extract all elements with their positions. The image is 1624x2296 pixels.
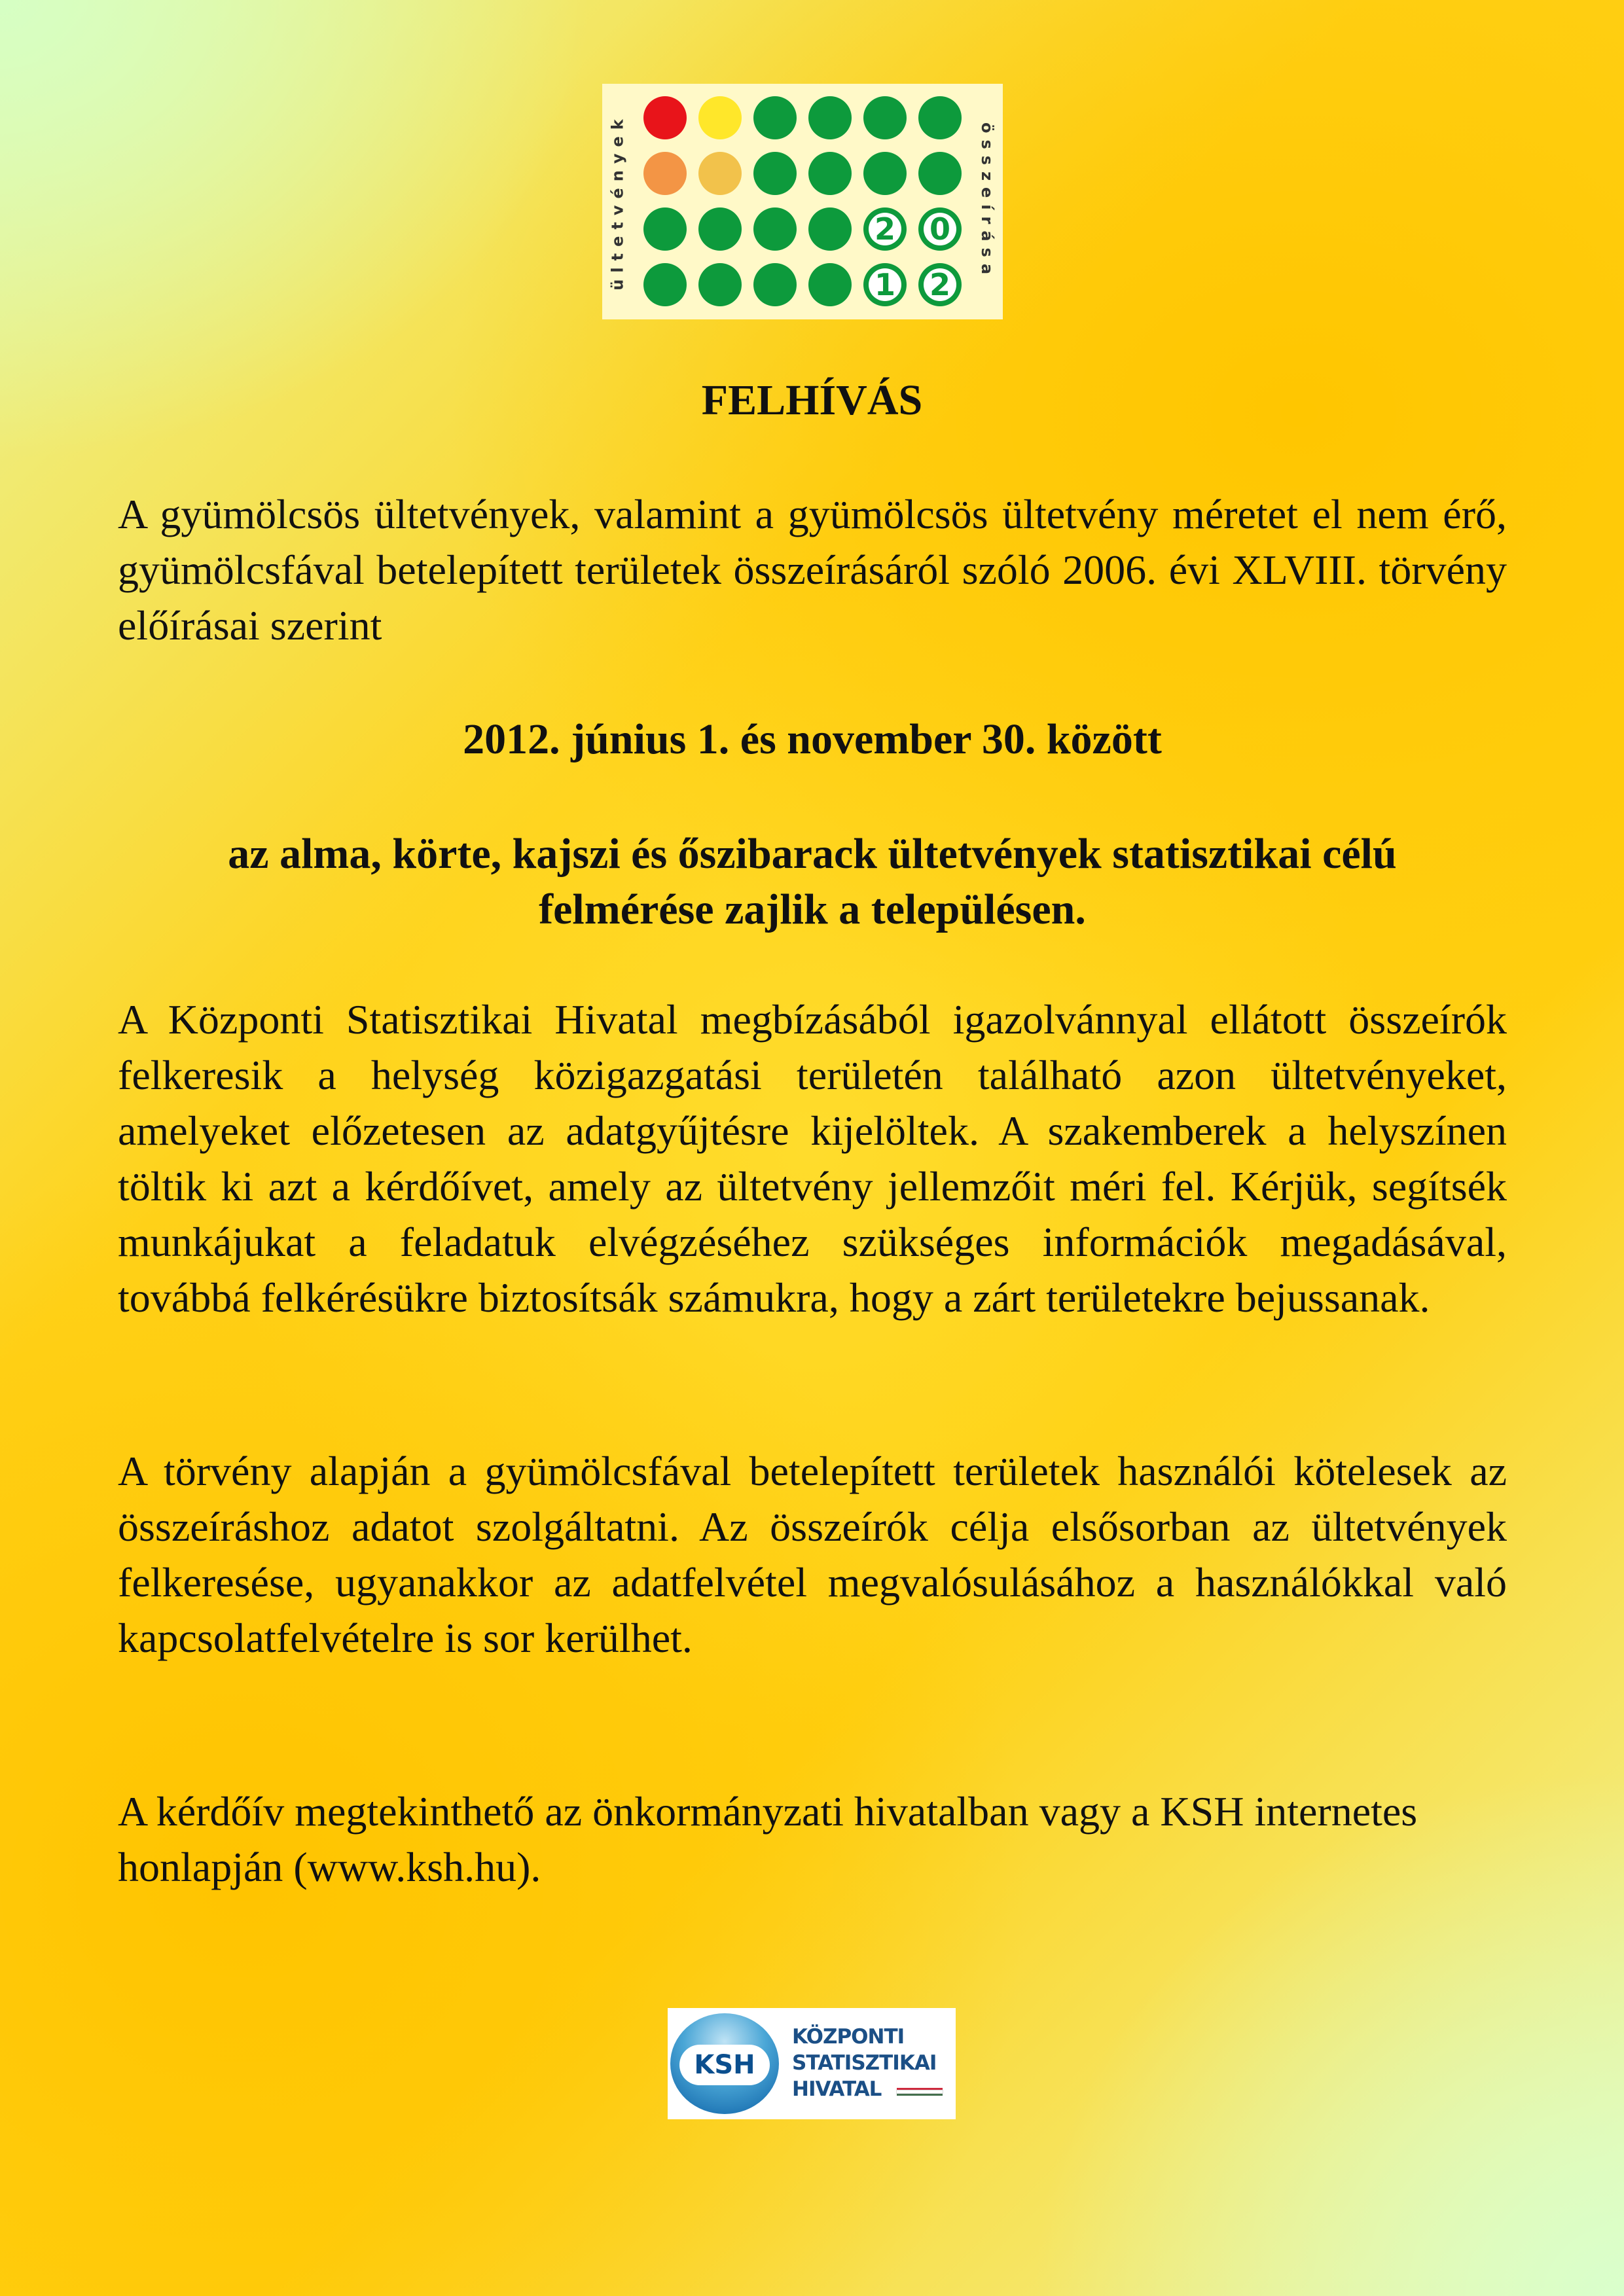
logo-dot [698,263,742,306]
logo-dot-year-digit: 2 [918,263,962,306]
ksh-name-line: STATISZTIKAI [792,2051,937,2075]
logo-dot-year-digit: 1 [863,263,907,306]
logo-dot [918,152,962,195]
logo-dot-orange [643,152,687,195]
ksh-badge-icon [670,2013,779,2114]
logo-dot-year-digit: 0 [918,207,962,251]
logo-dot-grid [638,90,967,313]
logo-side-text-right: összeírása [978,122,997,281]
body-paragraph-1: A Központi Statisztikai Hivatal megbízásából igazolvánnyal ellátott összeírók felkeresik a helység közigazgatási területén található azon ültetvényeket, amelyeket előzetesen az adatgyűjtésre kijelöltek. A szakemberek a helyszínen töltik ki azt a kérdőívet, amely az ültetvény jellemzőit méri fel. Kérjük, segítsék munkájukat a feladatuk elvégzéséhez szükséges információk megadásával, továbbá felkérésükre biztosítsák számukra, hogy a zárt területekre bejussanak. [118,996,1507,1321]
hungarian-flag-icon [897,2088,943,2096]
logo-dot-yellow [698,96,742,139]
logo-dot [863,96,907,139]
ksh-logo [668,2008,956,2119]
logo-dot [753,207,797,251]
survey-logo [602,84,1003,319]
logo-dot [643,263,687,306]
logo-dot [753,96,797,139]
logo-side-text-left: ültetvények [609,113,627,291]
page-title: FELHÍVÁS [701,376,923,424]
logo-dot [753,263,797,306]
date-line: 2012. június 1. és november 30. között [463,715,1162,763]
logo-dot [698,207,742,251]
body-paragraph-2: A törvény alapján a gyümölcsfával betelepített területek használói kötelesek az összeíráshoz adatot szolgáltatni. Az összeírók célja elsősorban az ültetvények felkeresése, ugyanakkor az adatfelvétel megvalósulásához a használókkal való kapcsolatfelvételre is sor kerülhet. [118,1448,1507,1661]
ksh-badge-text: KSH [679,2045,770,2085]
ksh-name-line: HIVATAL [792,2077,882,2101]
logo-dot [808,96,852,139]
logo-dot [863,152,907,195]
logo-dot-amber [698,152,742,195]
logo-dot [918,96,962,139]
logo-dot-year-digit: 2 [863,207,907,251]
logo-dot [808,263,852,306]
survey-line: az alma, körte, kajszi és őszibarack ültetvények statisztikai célú felmérése zajlik a településen. [228,830,1397,933]
logo-dot [753,152,797,195]
logo-dot [643,207,687,251]
logo-dot [808,207,852,251]
logo-dot [808,152,852,195]
logo-dot-red [643,96,687,139]
intro-paragraph: A gyümölcsös ültetvények, valamint a gyümölcsös ültetvény méretet el nem érő, gyümölcsfával betelepített területek összeírásáról szóló 2006. évi XLVIII. törvény előírásai szerint [118,491,1507,649]
body-paragraph-3: A kérdőív megtekinthető az önkormányzati hivatalban vagy a KSH internetes honlapján (www.ksh.hu). [118,1788,1418,1890]
ksh-name-line: KÖZPONTI [792,2025,905,2049]
